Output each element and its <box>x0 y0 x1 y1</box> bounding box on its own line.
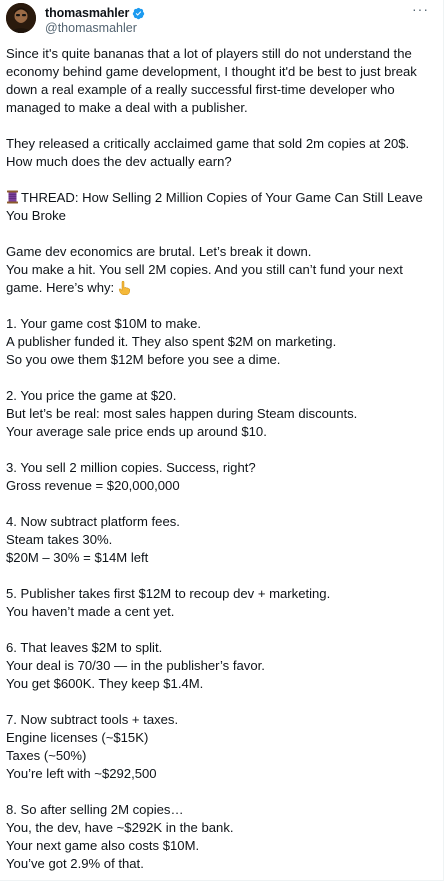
text-line-content: 7. Now subtract tools + taxes. <box>6 712 179 727</box>
text-line <box>6 261 438 279</box>
post-paragraph <box>6 243 438 297</box>
post-paragraph <box>6 639 438 693</box>
text-line <box>6 315 438 333</box>
post-paragraph <box>6 45 438 117</box>
post-paragraph <box>6 711 438 783</box>
text-line <box>6 63 438 81</box>
text-line <box>6 387 438 405</box>
text-line <box>6 405 438 423</box>
text-line-content: Your average sale price ends up around $10. <box>6 424 267 439</box>
text-line <box>6 513 438 531</box>
text-line-content: Taxes (~50%) <box>6 748 87 763</box>
text-line <box>6 81 438 99</box>
text-line <box>6 207 438 225</box>
text-line-content: managed to make a deal with a publisher. <box>6 100 248 115</box>
text-line <box>6 135 438 153</box>
post-header <box>6 3 437 43</box>
text-line-content: game. Here’s why: <box>6 280 115 295</box>
text-line-content: Gross revenue = $20,000,000 <box>6 478 180 493</box>
text-line-content: But let’s be real: most sales happen during Steam discounts. <box>6 406 358 421</box>
text-line-content: Your next game also costs $10M. <box>6 838 200 853</box>
text-line <box>6 801 438 819</box>
text-line-content: How much does the dev actually earn? <box>6 154 232 169</box>
text-line <box>6 747 438 765</box>
post-paragraph <box>6 585 438 621</box>
text-line-content: 4. Now subtract platform fees. <box>6 514 180 529</box>
text-line <box>6 549 438 567</box>
text-line-content: Engine licenses (~$15K) <box>6 730 149 745</box>
text-line-content: 6. That leaves $2M to split. <box>6 640 163 655</box>
text-line <box>6 459 438 477</box>
text-line-content: Since it's quite bananas that a lot of players still do not understand the <box>6 46 412 61</box>
post-paragraph <box>6 801 438 873</box>
text-line-content: You’ve got 2.9% of that. <box>6 856 144 871</box>
text-line-content: THREAD: How Selling 2 Million Copies of Your Game Can Still Leave <box>21 190 423 205</box>
display-name-row <box>45 5 145 21</box>
author-display-name[interactable]: thomasmahler <box>45 6 130 20</box>
text-line <box>6 153 438 171</box>
text-line-content: 3. You sell 2 million copies. Success, right? <box>6 460 256 475</box>
text-line <box>6 729 438 747</box>
text-line-content: You make a hit. You sell 2M copies. And you still can’t fund your next <box>6 262 403 277</box>
point-down-icon <box>118 281 131 295</box>
text-line-content: 1. Your game cost $10M to make. <box>6 316 202 331</box>
text-line-content: You’re left with ~$292,500 <box>6 766 157 781</box>
post-paragraph <box>6 135 438 171</box>
text-line-content: 8. So after selling 2M copies… <box>6 802 184 817</box>
text-line <box>6 855 438 873</box>
text-line <box>6 45 438 63</box>
text-line <box>6 279 438 297</box>
post-text <box>6 45 438 873</box>
text-line <box>6 837 438 855</box>
text-line <box>6 657 438 675</box>
text-line <box>6 531 438 549</box>
more-options-icon[interactable]: ··· <box>412 1 429 17</box>
text-line-content: 2. You price the game at $20. <box>6 388 177 403</box>
text-line <box>6 603 438 621</box>
text-line <box>6 711 438 729</box>
text-line-content: So you owe them $12M before you see a dime. <box>6 352 281 367</box>
author-block <box>45 5 145 35</box>
verified-badge-icon[interactable] <box>132 7 145 20</box>
text-line <box>6 351 438 369</box>
text-line-content: You get $600K. They keep $1.4M. <box>6 676 204 691</box>
text-line <box>6 639 438 657</box>
author-handle[interactable]: @thomasmahler <box>45 21 137 35</box>
text-line <box>6 765 438 783</box>
profile-photo-icon <box>6 3 36 33</box>
text-line-content: A publisher funded it. They also spent $2M on marketing. <box>6 334 337 349</box>
text-line <box>6 243 438 261</box>
text-line <box>6 423 438 441</box>
text-line-content: They released a critically acclaimed game that sold 2m copies at 20$. <box>6 136 410 151</box>
text-line-content: Steam takes 30%. <box>6 532 113 547</box>
text-line-content: You, the dev, have ~$292K in the bank. <box>6 820 234 835</box>
thread-spool-icon <box>6 190 19 204</box>
text-line <box>6 189 438 207</box>
text-line-content: $20M – 30% = $14M left <box>6 550 149 565</box>
text-line <box>6 99 438 117</box>
post-paragraph <box>6 513 438 567</box>
text-line-content: economy behind game development, I thought it'd be best to just break <box>6 64 417 79</box>
text-line-content: Game dev economics are brutal. Let’s break it down. <box>6 244 312 259</box>
text-line <box>6 585 438 603</box>
text-line <box>6 675 438 693</box>
text-line-content: Your deal is 70/30 — in the publisher’s favor. <box>6 658 265 673</box>
avatar[interactable] <box>6 3 36 33</box>
text-line-content: You Broke <box>6 208 66 223</box>
post-paragraph <box>6 387 438 441</box>
post-paragraph <box>6 459 438 495</box>
text-line <box>6 819 438 837</box>
post-paragraph <box>6 315 438 369</box>
text-line <box>6 333 438 351</box>
text-line-content: 5. Publisher takes first $12M to recoup dev + marketing. <box>6 586 331 601</box>
text-line <box>6 477 438 495</box>
post-paragraph <box>6 189 438 225</box>
text-line-content: down a real example of a really successful first-time developer who <box>6 82 395 97</box>
text-line-content: You haven’t made a cent yet. <box>6 604 175 619</box>
